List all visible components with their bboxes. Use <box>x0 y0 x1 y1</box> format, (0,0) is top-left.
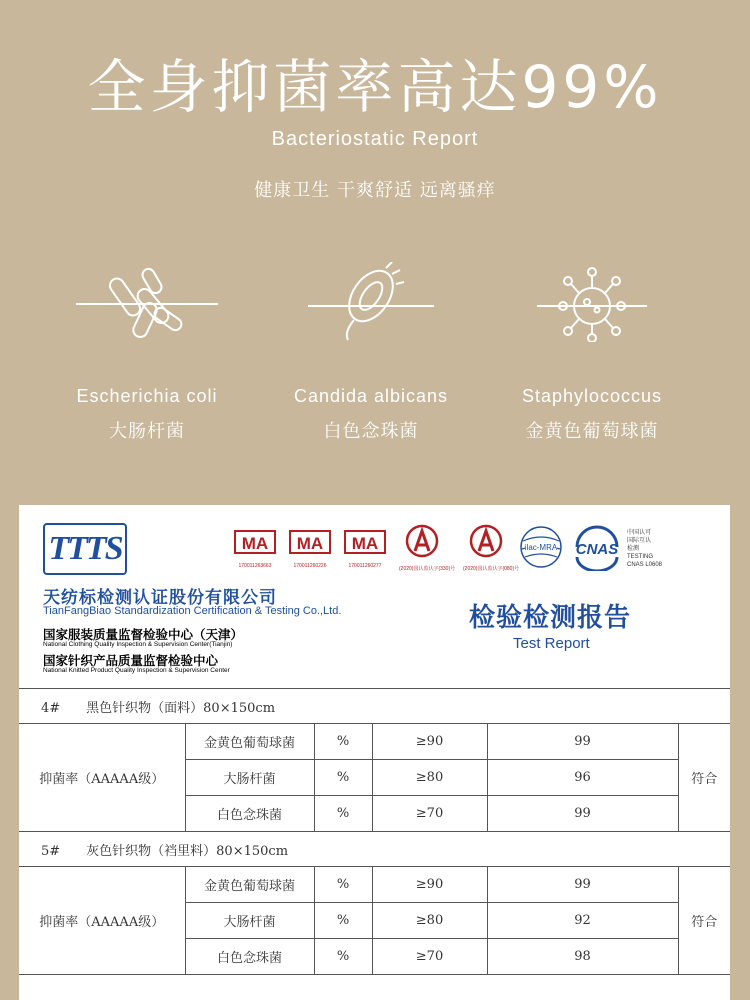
table-row <box>19 724 730 760</box>
hero-title: 全身抑菌率高达99% <box>87 53 663 121</box>
ma-number: 170011260226 <box>293 563 327 569</box>
sample-header-row <box>19 832 730 867</box>
knitted-center-cn: 国家针织产品质量监督检验中心 <box>43 653 219 668</box>
result-cell: 99 <box>487 724 678 760</box>
verdict-cell: 符合 <box>678 867 730 975</box>
organism-cell: 大肠杆菌 <box>185 903 314 939</box>
ilac-label: ilac-MRA <box>524 543 558 552</box>
cnas-text <box>627 529 662 569</box>
virus-icon <box>507 262 677 342</box>
ma-badge <box>231 527 279 569</box>
svg-text:MA: MA <box>296 534 324 553</box>
cnas-logo <box>569 523 625 575</box>
clothing-center-en: National Clothing Quality Inspection & Supervision Center(Tianjin) <box>43 641 233 648</box>
results-table <box>19 688 730 975</box>
bacillus-icon <box>62 262 232 342</box>
cal-badge <box>463 523 519 572</box>
ma-number: 170011260277 <box>348 563 382 569</box>
hero-subtitle: Bacteriostatic Report <box>271 128 479 150</box>
rate-label: 抑菌率（AAAAA级） <box>19 724 185 832</box>
result-cell: 99 <box>487 796 678 832</box>
cnas-text-line: TESTING <box>627 554 654 560</box>
germ-cn-label: 白色念珠菌 <box>323 421 419 442</box>
clothing-center-cn: 国家服装质量监督检验中心（天津） <box>43 627 244 642</box>
requirement-cell: ≥90 <box>372 724 487 760</box>
germ-candida-albicans <box>286 262 456 442</box>
requirement-cell: ≥70 <box>372 939 487 975</box>
germ-en-label: Candida albicans <box>293 386 449 406</box>
requirement-cell: ≥80 <box>372 760 487 796</box>
cal-number: (2020)国认监认字(080)号 <box>463 566 520 572</box>
germ-staphylococcus <box>507 262 677 442</box>
sample-header-row <box>19 689 730 724</box>
ma-badge <box>341 527 389 569</box>
requirement-cell: ≥90 <box>372 867 487 903</box>
requirement-cell: ≥70 <box>372 796 487 832</box>
unit-cell: % <box>314 796 372 832</box>
ma-badge <box>286 527 334 569</box>
organism-cell: 金黄色葡萄球菌 <box>185 724 314 760</box>
verdict-cell: 符合 <box>678 724 730 832</box>
organism-cell: 大肠杆菌 <box>185 760 314 796</box>
svg-text:MA: MA <box>351 534 379 553</box>
cnas-text-line: 检测 <box>627 546 640 552</box>
organism-cell: 金黄色葡萄球菌 <box>185 867 314 903</box>
ilac-mra-logo <box>519 525 563 573</box>
ttts-logo: TTTS <box>43 523 127 575</box>
result-cell: 96 <box>487 760 678 796</box>
result-cell: 98 <box>487 939 678 975</box>
sample-header: 5# 灰色针织物（裆里料）80×150cm <box>19 832 730 867</box>
cnas-text-line: 中国认可 <box>627 530 652 536</box>
ma-number: 170011263663 <box>238 563 272 569</box>
knitted-center-en: National Knitted Product Quality Inspection & Supervision Center <box>43 667 230 674</box>
company-name-en: TianFangBiao Standardization Certification & Testing Co.,Ltd. <box>43 605 342 617</box>
germ-en-label: Staphylococcus <box>521 386 663 406</box>
cnas-text-line: 国际互认 <box>627 538 652 544</box>
cal-badge <box>399 523 455 572</box>
cnas-label: CNAS <box>575 541 619 558</box>
yeast-cell-icon <box>286 262 456 342</box>
report-title-en: Test Report <box>513 635 590 652</box>
test-report-card <box>19 505 730 1000</box>
germ-escherichia-coli <box>62 262 232 442</box>
unit-cell: % <box>314 939 372 975</box>
unit-cell: % <box>314 724 372 760</box>
germ-cn-label: 大肠杆菌 <box>109 421 185 442</box>
svg-text:MA: MA <box>241 534 269 553</box>
company-name-cn: 天纺标检测认证股份有限公司 <box>43 588 277 608</box>
organism-cell: 白色念珠菌 <box>185 939 314 975</box>
rate-label: 抑菌率（AAAAA级） <box>19 867 185 975</box>
result-cell: 99 <box>487 867 678 903</box>
report-title-cn: 检验检测报告 <box>469 603 632 633</box>
cal-number: (2020)国认监认字(330)号 <box>399 566 456 572</box>
result-cell: 92 <box>487 903 678 939</box>
cnas-text-line: CNAS L0608 <box>627 562 663 568</box>
hero-tagline: 健康卫生 干爽舒适 远离骚痒 <box>254 180 496 201</box>
unit-cell: % <box>314 903 372 939</box>
table-row <box>19 867 730 903</box>
unit-cell: % <box>314 867 372 903</box>
sample-header: 4# 黑色针织物（面料）80×150cm <box>19 689 730 724</box>
organism-cell: 白色念珠菌 <box>185 796 314 832</box>
germ-en-label: Escherichia coli <box>76 386 218 406</box>
requirement-cell: ≥80 <box>372 903 487 939</box>
unit-cell: % <box>314 760 372 796</box>
germ-cn-label: 金黄色葡萄球菌 <box>525 421 659 442</box>
